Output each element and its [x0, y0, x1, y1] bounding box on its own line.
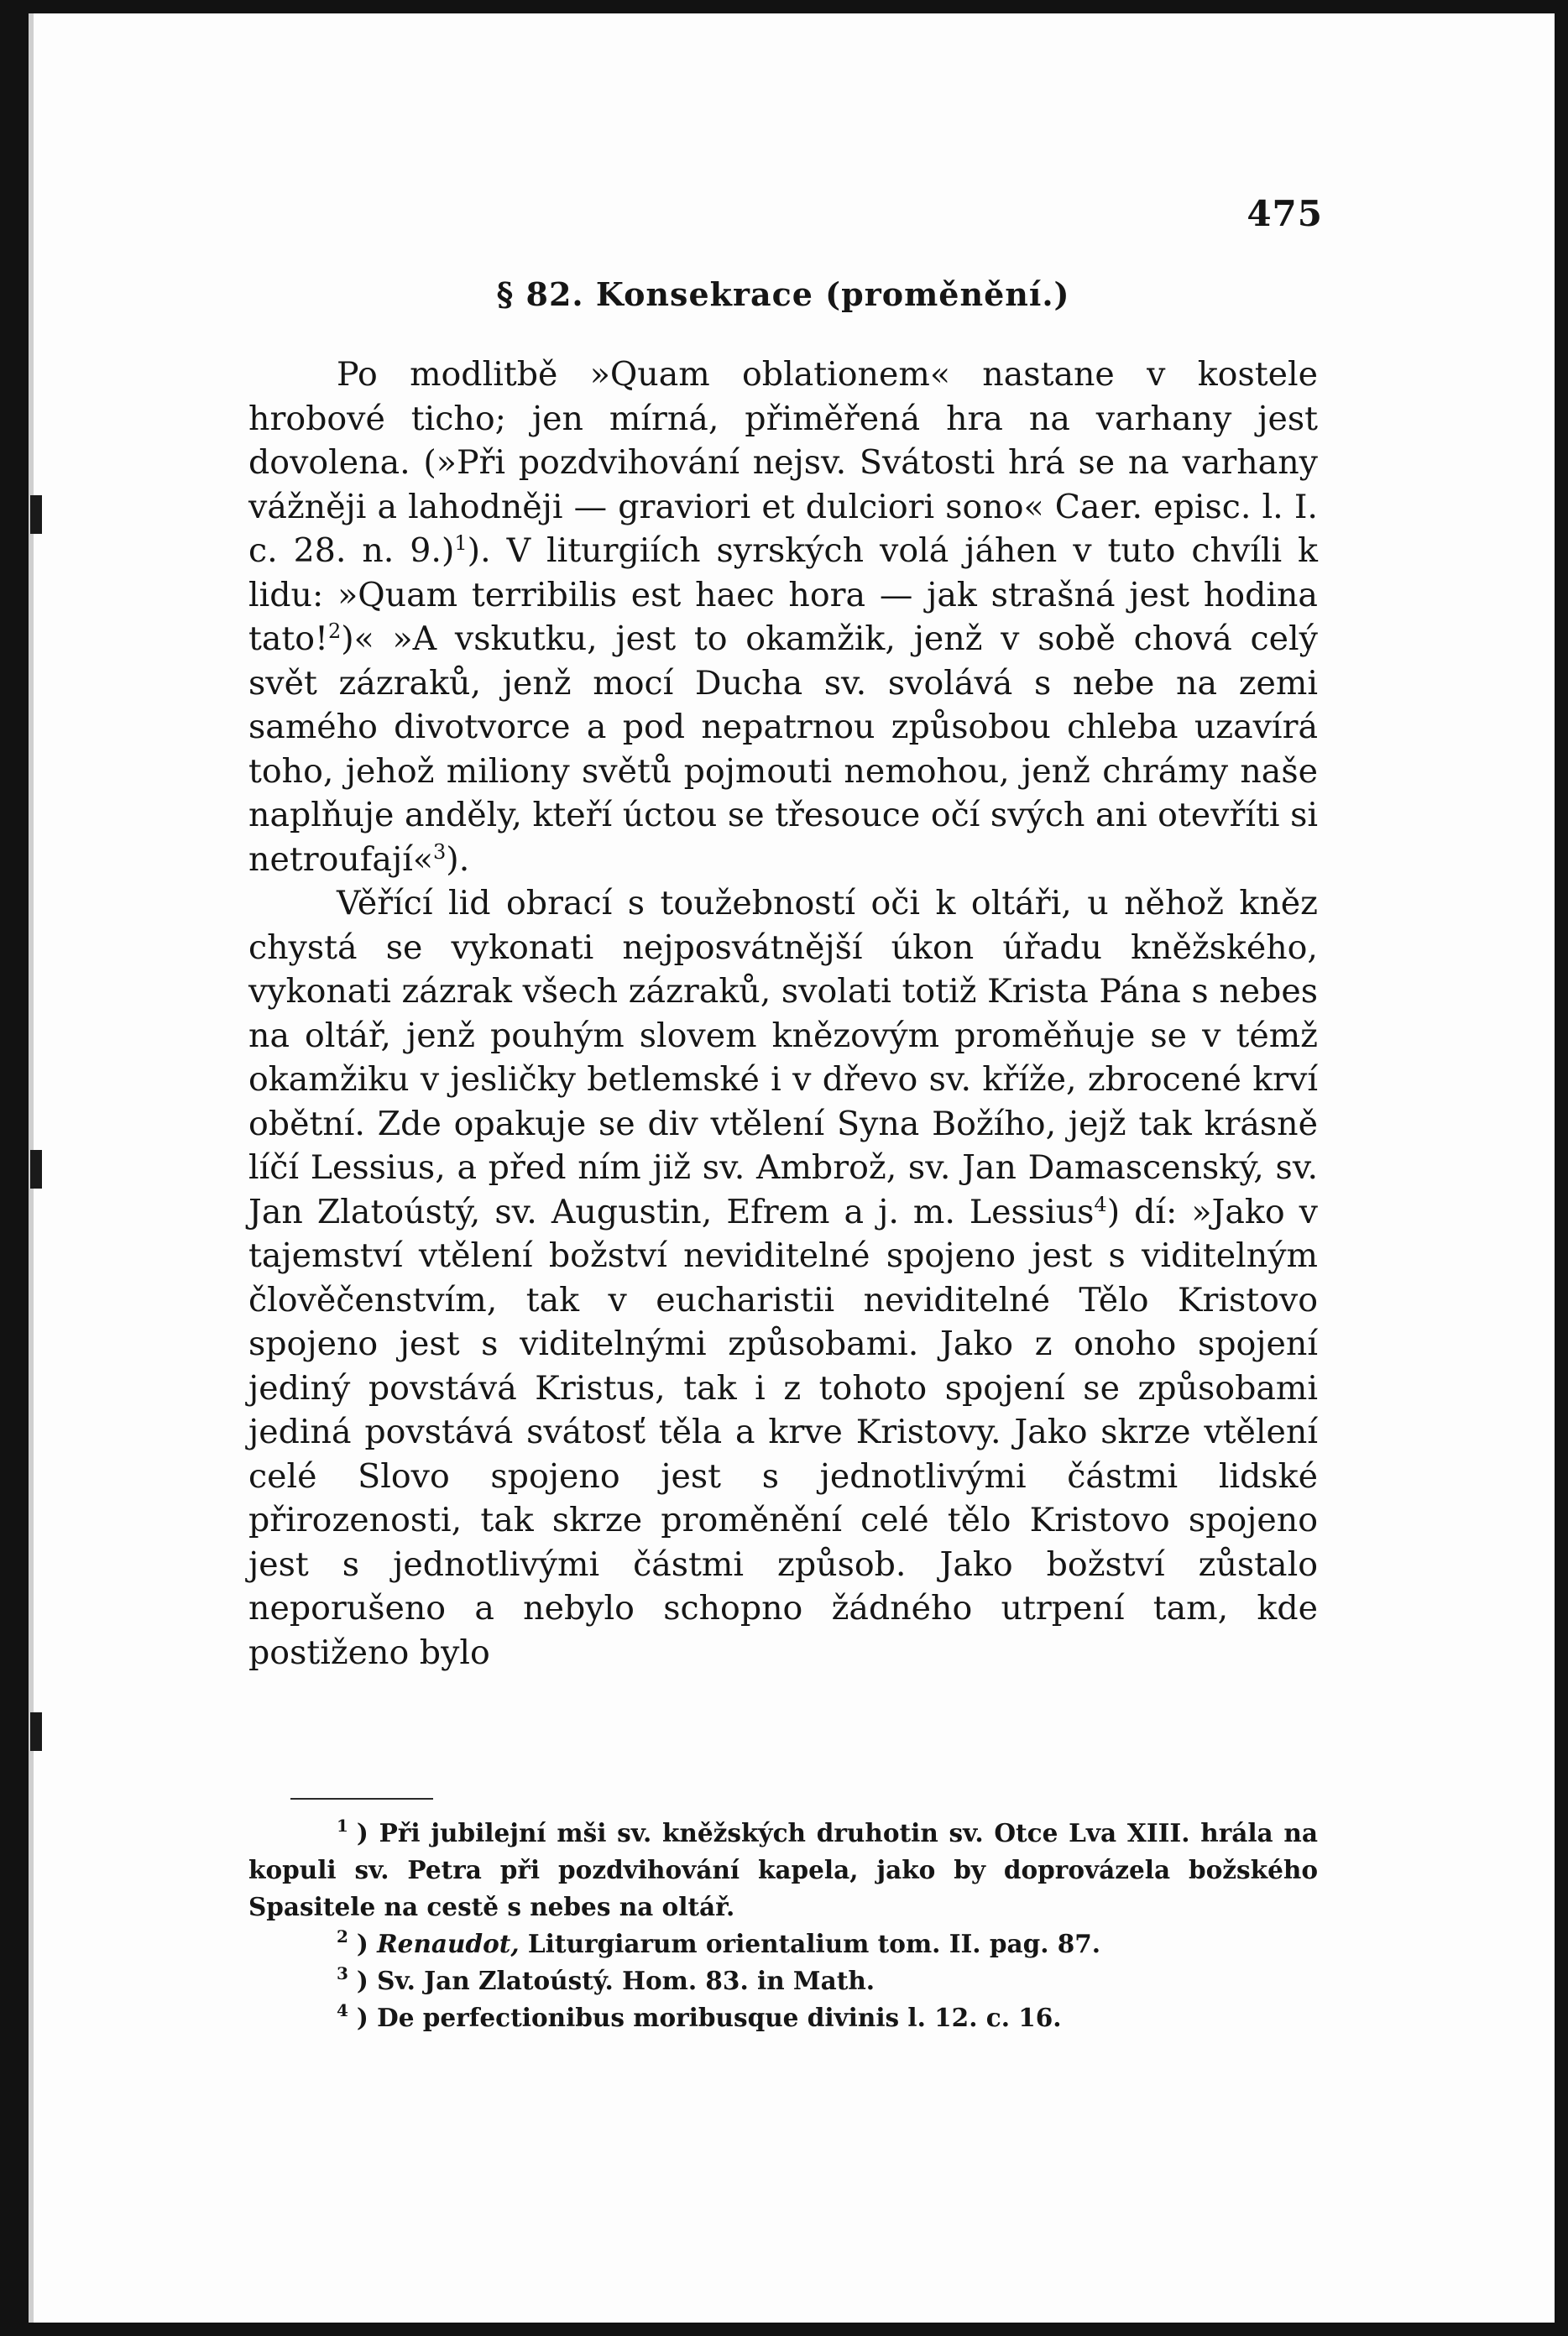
footnote-ref: 3: [433, 839, 447, 864]
footnote: $^2$ ) Renaudot, Liturgiarum orientalium tom. II. pag. 87.: [337, 1926, 1101, 1958]
body-text: [248, 353, 1318, 1675]
paragraph-text: )« »A vskutku, jest to okamžik, jenž v sobě chová celý svět zázraků, jenž mocí Ducha sv. svolává s nebe na zemi samého divotvorce a pod nepatrnou způsobou chleba uzavírá toho, jehož miliony světů pojmouti nemohou, jenž chrámy naše naplňuje anděly, kteří úctou se třesouce očí svých ani otevříti si netroufají«: [248, 619, 1318, 879]
section-heading: § 82. Konsekrace (proměnění.): [496, 275, 1070, 313]
footnotes: [248, 1815, 1318, 2036]
paragraph-text: Věřící lid obrací s toužebností oči k oltáři, u něhož kněz chystá se vykonati nejposvátnější úkon úřadu kněžského, vykonati zázrak všech zázraků, svolati totiž Krista Pána s nebes na oltář, jenž pouhým slovem knězovým proměňuje se v témž okamžiku v jesličky betlemské i v dřevo sv. kříže, zbrocené krví obětní. Zde opakuje se div vtělení Syna Božího, jejž tak krásně líčí Lessius, a před ním již sv. Ambrož, sv. Jan Damascenský, sv. Jan Zlatoústý, sv. Augustin, Efrem a j. m. Lessius: [248, 884, 1318, 1231]
footnote-mark: 1: [337, 1816, 348, 1836]
footnote-text: Liturgiarum orientalium tom. II. pag. 87.: [519, 1929, 1101, 1958]
footnote-text: Sv. Jan Zlatoústý. Hom. 83. in Math.: [377, 1966, 875, 1995]
binding-mark: [30, 495, 42, 534]
paragraph-text: ).: [446, 839, 470, 879]
footnote-text: Při jubilejní mši sv. kněžských druhotin sv. Otce Lva XIII. hrála na kopuli sv. Petra při pozdvihování kapela, jako by doprovázela božského Spasitele na cestě s nebes na oltář.: [248, 1818, 1318, 1921]
footnote-text: De perfectionibus moribusque divinis l. 12. c. 16.: [377, 2003, 1062, 2032]
footnote: $^4$ ) De perfectionibus moribusque divinis l. 12. c. 16.: [337, 2000, 1062, 2032]
footnote-divider: [290, 1798, 433, 1800]
footnote-ref: 1: [454, 531, 468, 555]
footnote-ref: 2: [327, 619, 342, 643]
binding-mark: [30, 1150, 42, 1189]
footnote: $^1$ ) Při jubilejní mši sv. kněžských druhotin sv. Otce Lva XIII. hrála na kopuli sv. Petra při pozdvihování kapela, jako by doprovázela božského Spasitele na cestě s nebes na oltář.: [248, 1816, 1318, 1921]
footnote-mark: 3: [337, 1963, 348, 1983]
footnote-author: Renaudot,: [377, 1929, 520, 1958]
paragraph-text: Po modlitbě »Quam oblationem« nastane v kostele hrobové ticho; jen mírná, přiměřená hra na varhany jest dovolena. (»Při pozdvihování nejsv. Svátosti hrá se na varhany vážněji a lahodněji — graviori et dulciori sono« Caer. episc. l. I. c. 28. n. 9.): [248, 355, 1318, 570]
paragraph: [248, 353, 1318, 881]
footnote-mark: 2: [337, 1926, 348, 1947]
binding-mark: [30, 1712, 42, 1751]
footnote: $^3$ ) Sv. Jan Zlatoústý. Hom. 83. in Math.: [337, 1963, 875, 1995]
footnote-ref: 4: [1094, 1192, 1107, 1216]
paragraph-text: ) dí: »Jako v tajemství vtělení božství neviditelné spojeno jest s viditelným člověčenstvím, tak v eucharistii neviditelné Tělo Kristovo spojeno jest s viditelnými způsobami. Jako z onoho spojení jediný povstává Kristus, tak i z tohoto spojení se způsobami jediná povstává svátosť těla a krve Kristovy. Jako skrze vtělení celé Slovo spojeno jest s jednotlivými částmi lidské přirozenosti, tak skrze proměnění celé tělo Kristovo spojeno jest s jednotlivými částmi způsob. Jako božství zůstalo neporušeno a nebylo schopno žádného utrpení tam, kde postiženo bylo: [248, 1192, 1318, 1672]
paragraph-text: ). V liturgiích syrských volá jáhen v tuto chvíli k lidu: »Quam terribilis est haec hora — jak strašná jest hodina tato!: [248, 531, 1318, 658]
page-number: 475: [1247, 193, 1323, 234]
paragraph: [248, 881, 1318, 1675]
footnote-mark: 4: [337, 2000, 348, 2020]
